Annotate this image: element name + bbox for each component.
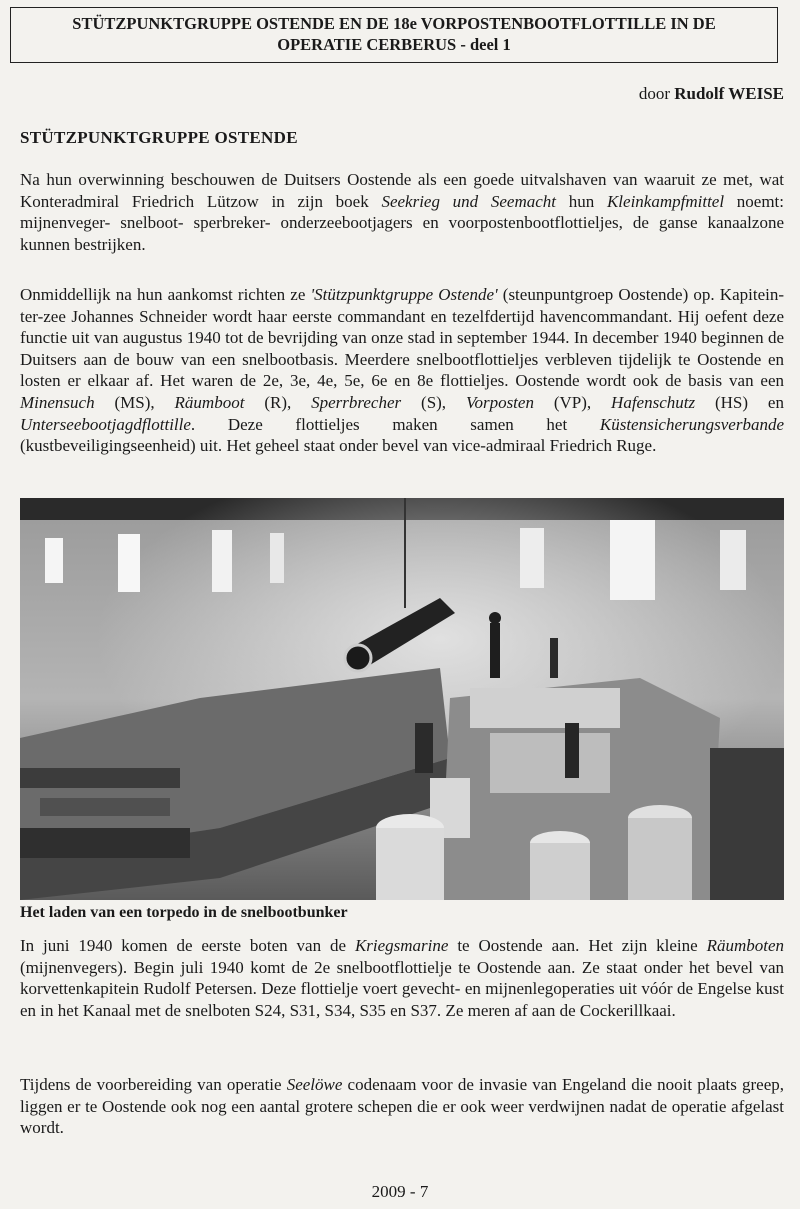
term-italic: Unterseebootjagdflottille: [20, 414, 191, 434]
paragraph-4-text: codenaam voor de invasie van Engeland die nooit plaats greep, liggen er te Oostende ook nog een aantal grotere schepen die er ook weer verdwijnen nadat de operatie afgelast wordt.: [20, 1075, 784, 1138]
paragraph-2-text: (R),: [244, 392, 312, 412]
torpedo-loading-photo: [20, 498, 784, 900]
paragraph-2-text: . Deze flottieljes maken samen het: [190, 414, 600, 434]
byline: [639, 84, 784, 104]
term-italic: Kleinkampfmittel: [606, 191, 725, 211]
paragraph-1-text: Na hun overwinning beschouwen de Duitsers Oostende als een goede uitvalshaven van waaruit ze met, wat Konteradmiral Friedrich Lützow in zijn boek: [20, 170, 784, 211]
book-title: Seekrieg und Seemacht: [381, 191, 557, 211]
article-title-box: [10, 7, 778, 63]
article-title-line-2: OPERATIE CERBERUS - deel 1: [277, 35, 511, 54]
paragraph-2-text: (S),: [401, 392, 466, 412]
paragraph-4-text: Tijdens de voorbereiding van operatie: [20, 1075, 287, 1094]
photo-caption: Het laden van een torpedo in de snelbootbunker: [20, 904, 348, 921]
paragraph-2-text: (VP),: [533, 392, 612, 412]
photo-illustration: [20, 498, 784, 900]
paragraph-3-text: (mijnenvegers). Begin juli 1940 komt de 2e snelbootflottielje te Oostende aan. Ze staat onder het bevel van korvettenkapitein Rudolf Petersen. Deze flottielje voert gevecht- en mijnenlegoperaties uit vóór de Engelse kust en in het Kanaal met de snelboten S24, S31, S34, S35 en S37. Ze meren af aan de Cockerillkaai.: [20, 957, 784, 1020]
term-italic: Vorposten: [465, 392, 534, 412]
byline-prefix: door: [638, 84, 670, 103]
paragraph-2-text: (MS),: [94, 392, 175, 412]
page-number: 2009 - 7: [371, 1182, 429, 1201]
paragraph-1-text: hun: [556, 191, 607, 211]
paragraph-3-text: te Oostende aan. Het zijn kleine: [448, 936, 707, 955]
term-italic: Kriegsmarine: [354, 936, 449, 955]
paragraph-3: [20, 935, 784, 1021]
term-italic: Sperrbrecher: [311, 392, 402, 412]
term-italic: Räumboot: [174, 392, 245, 412]
paragraph-2-text: (kustbeveiligingseenheid) uit. Het geheel staat onder bevel van vice-admiraal Friedrich Ruge.: [20, 436, 657, 456]
term-italic: Hafenschutz: [611, 392, 696, 412]
paragraph-2-text: Onmiddellijk na hun aankomst richten ze: [20, 285, 311, 304]
paragraph-2-text: (steunpuntgroep Oostende) op. Kapitein-ter-zee Johannes Schneider wordt haar eerste commandant en tezelfdertijd havencommandant. Hij oefent deze functie uit van augustus 1940 tot de bevrijding van onze stad in september 1944. In december 1940 beginnen de Duitsers aan de bouw van een snelbootbasis. Meerdere snelbootflottieljes verbleven tijdelijk te Oostende en losten er elkaar af. Het waren de 2e, 3e, 4e, 5e, 6e en 8e flottieljes. Oostende wordt ook de basis van een: [20, 285, 784, 391]
paragraph-1: [20, 169, 784, 255]
section-heading: STÜTZPUNKTGRUPPE OSTENDE: [20, 128, 298, 147]
article-title-line-1: STÜTZPUNKTGRUPPE OSTENDE EN DE 18e VORPOSTENBOOTFLOTTILLE IN DE: [72, 14, 716, 33]
term-italic: Minensuch: [20, 392, 95, 412]
paragraph-2-text: (HS) en: [695, 392, 784, 412]
term-italic: Küstensicherungsverbande: [599, 414, 784, 434]
term-italic: Seelöwe: [286, 1075, 343, 1094]
paragraph-4: [20, 1074, 784, 1139]
paragraph-2: [20, 284, 784, 457]
paragraph-3-text: In juni 1940 komen de eerste boten van de: [20, 936, 355, 955]
term-italic: 'Stützpunktgruppe Ostende': [310, 285, 498, 304]
paragraph-1-text: noemt: mijnenveger- snelboot- sperbreker- onderzeebootjagers en voorpostenbootflottieljes, de ganse kanaalzone kunnen bestrijken.: [20, 191, 784, 254]
byline-author: Rudolf WEISE: [674, 84, 784, 103]
term-italic: Räumboten: [706, 936, 784, 955]
